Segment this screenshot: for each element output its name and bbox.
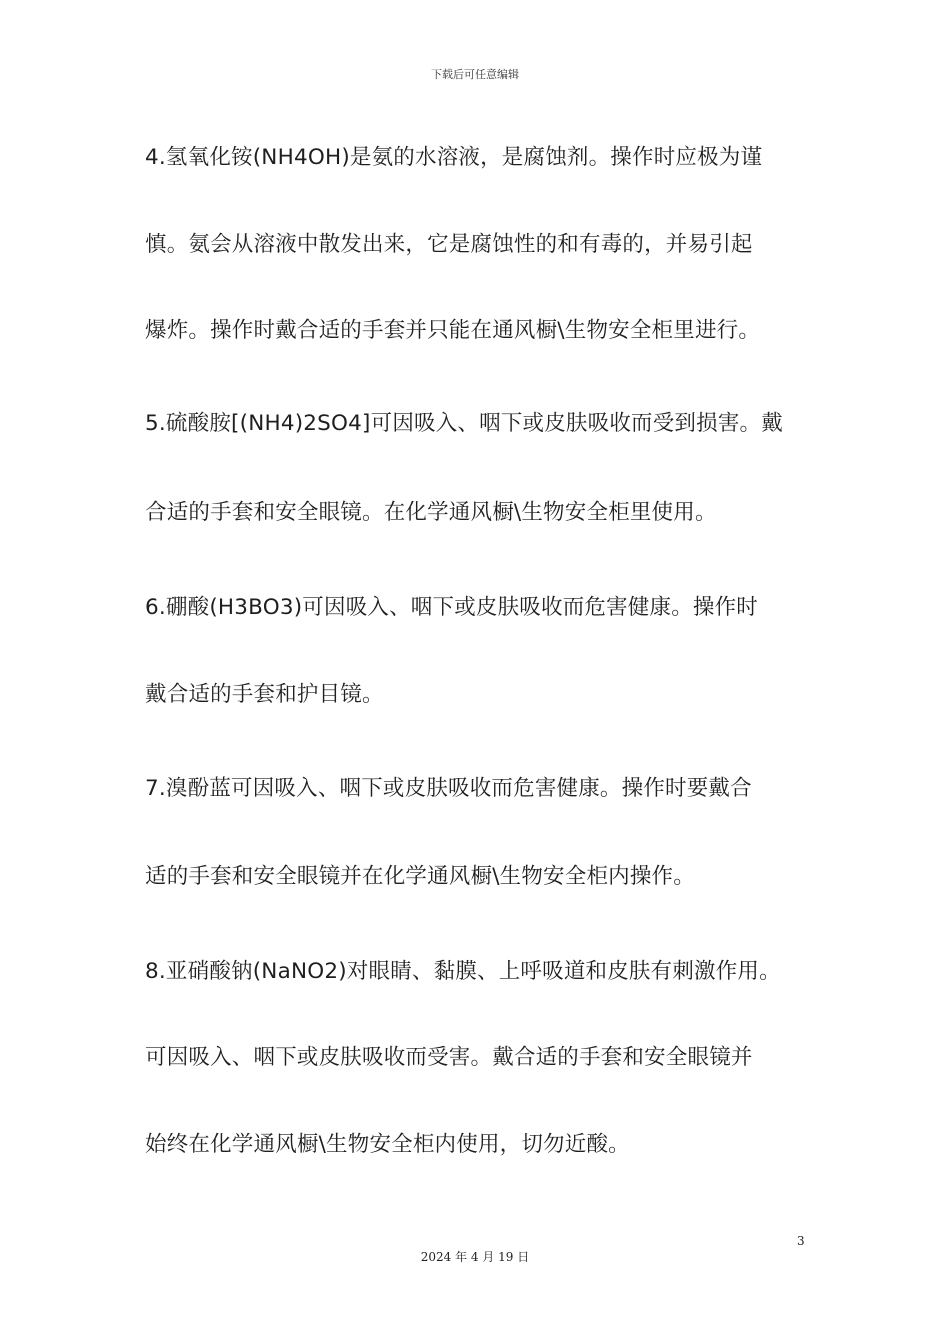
paragraph-8-line-2: 可因吸入、咽下或皮肤吸收而受害。戴合适的手套和安全眼镜并 bbox=[145, 1045, 753, 1070]
paragraph-4-line-1: 4.氢氧化铵(NH4OH)是氨的水溶液，是腐蚀剂。操作时应极为谨 bbox=[145, 145, 763, 170]
paragraph-6-line-1: 6.硼酸(H3BO3)可因吸入、咽下或皮肤吸收而危害健康。操作时 bbox=[145, 595, 759, 620]
paragraph-5-line-1: 5.硫酸胺[(NH4)2SO4]可因吸入、咽下或皮肤吸收而受到损害。戴 bbox=[145, 411, 783, 436]
paragraph-4-line-2: 慎。氨会从溶液中散发出来，它是腐蚀性的和有毒的，并易引起 bbox=[145, 232, 753, 257]
paragraph-8-line-1: 8.亚硝酸钠(NaNO2)对眼睛、黏膜、上呼吸道和皮肤有刺激作用。 bbox=[145, 959, 781, 984]
page-number: 3 bbox=[797, 1234, 805, 1248]
paragraph-7-line-2: 适的手套和安全眼镜并在化学通风橱\生物安全柜内操作。 bbox=[145, 864, 695, 889]
footer-date: 2024 年 4 月 19 日 bbox=[420, 1250, 530, 1264]
paragraph-4-line-3: 爆炸。操作时戴合适的手套并只能在通风橱\生物安全柜里进行。 bbox=[145, 318, 761, 343]
paragraph-7-line-1: 7.溴酚蓝可因吸入、咽下或皮肤吸收而危害健康。操作时要戴合 bbox=[145, 776, 752, 801]
paragraph-8-line-3: 始终在化学通风橱\生物安全柜内使用，切勿近酸。 bbox=[145, 1132, 630, 1157]
page-header: 下载后可任意编辑 bbox=[431, 68, 519, 81]
paragraph-5-line-2: 合适的手套和安全眼镜。在化学通风橱\生物安全柜里使用。 bbox=[145, 500, 717, 525]
paragraph-6-line-2: 戴合适的手套和护目镜。 bbox=[145, 682, 384, 707]
